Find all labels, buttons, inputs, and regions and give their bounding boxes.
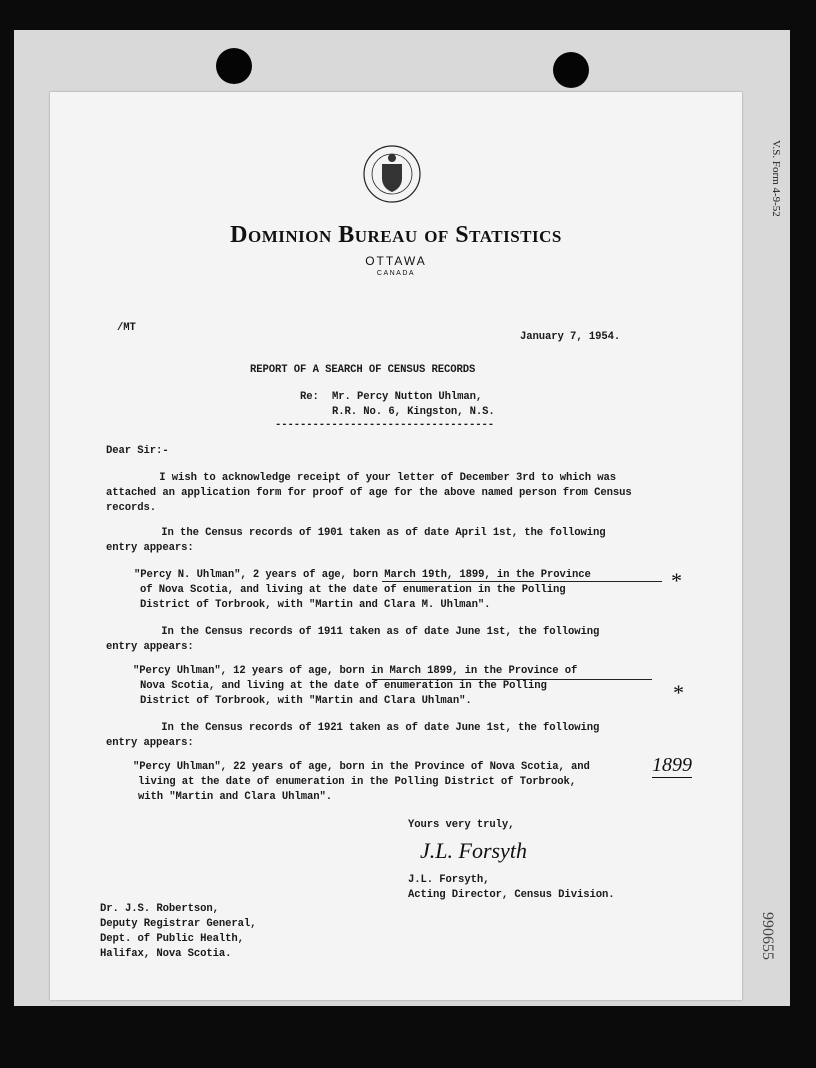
body-line: Nova Scotia, and living at the date of enumeration in the Polling: [140, 680, 547, 692]
body-line: with "Martin and Clara Uhlman".: [138, 791, 332, 803]
body-line: attached an application form for proof of age for the above named person from Census: [106, 487, 632, 499]
body-line: records.: [106, 502, 157, 514]
body-line: In the Census records of 1911 taken as of date June 1st, the following: [130, 626, 600, 638]
body-line: "Percy Uhlman", 12 years of age, born in March 1899, in the Province of: [133, 665, 578, 677]
body-line: of Nova Scotia, and living at the date of enumeration in the Polling: [140, 584, 566, 596]
closing: Yours very truly,: [408, 819, 515, 831]
punch-hole: [553, 52, 589, 88]
divider: -----------------------------------: [275, 419, 495, 431]
org-name: Dominion Bureau of Statistics: [230, 222, 562, 248]
re-label: Re:: [300, 391, 319, 403]
body-line: entry appears:: [106, 641, 194, 653]
letter-title: REPORT OF A SEARCH OF CENSUS RECORDS: [250, 364, 476, 376]
body-line: In the Census records of 1901 taken as of date April 1st, the following: [130, 527, 606, 539]
letter-date: January 7, 1954.: [520, 331, 621, 343]
body-line: District of Torbrook, with "Martin and Clara M. Uhlman".: [140, 599, 491, 611]
recipient-line: Halifax, Nova Scotia.: [100, 948, 232, 960]
form-number: V.S. Form 4-9-52: [770, 140, 782, 217]
signer-title: Acting Director, Census Division.: [408, 889, 615, 901]
reference: /MT: [117, 322, 136, 334]
re-line: Mr. Percy Nutton Uhlman,: [332, 391, 483, 403]
body-line: entry appears:: [106, 737, 194, 749]
org-city: OTTAWA: [365, 254, 427, 268]
body-line: District of Torbrook, with "Martin and Clara Uhlman".: [140, 695, 472, 707]
body-line: "Percy N. Uhlman", 2 years of age, born March 19th, 1899, in the Province: [134, 569, 591, 581]
recipient-line: Dept. of Public Health,: [100, 933, 244, 945]
body-line: entry appears:: [106, 542, 194, 554]
body-line: In the Census records of 1921 taken as of date June 1st, the following: [130, 722, 600, 734]
punch-hole: [216, 48, 252, 84]
recipient-line: Deputy Registrar General,: [100, 918, 257, 930]
document-number: 990655: [759, 912, 776, 960]
salutation: Dear Sir:-: [106, 445, 169, 457]
org-country: CANADA: [376, 270, 416, 277]
body-line: living at the date of enumeration in the Polling District of Torbrook,: [138, 776, 577, 788]
handwritten-mark: *: [670, 568, 681, 593]
signer-name: J.L. Forsyth,: [408, 874, 490, 886]
handwritten-mark: *: [672, 680, 683, 705]
signature: J.L. Forsyth: [420, 838, 527, 863]
underline: [382, 581, 662, 582]
underline: [372, 679, 652, 680]
body-line: I wish to acknowledge receipt of your letter of December 3rd to which was: [128, 472, 617, 484]
seal-icon: [362, 140, 422, 220]
body-line: "Percy Uhlman", 22 years of age, born in the Province of Nova Scotia, and: [133, 761, 590, 773]
handwritten-year: 1899: [652, 754, 692, 776]
re-line: R.R. No. 6, Kingston, N.S.: [332, 406, 495, 418]
letter-page: [50, 92, 742, 1000]
recipient-line: Dr. J.S. Robertson,: [100, 903, 219, 915]
